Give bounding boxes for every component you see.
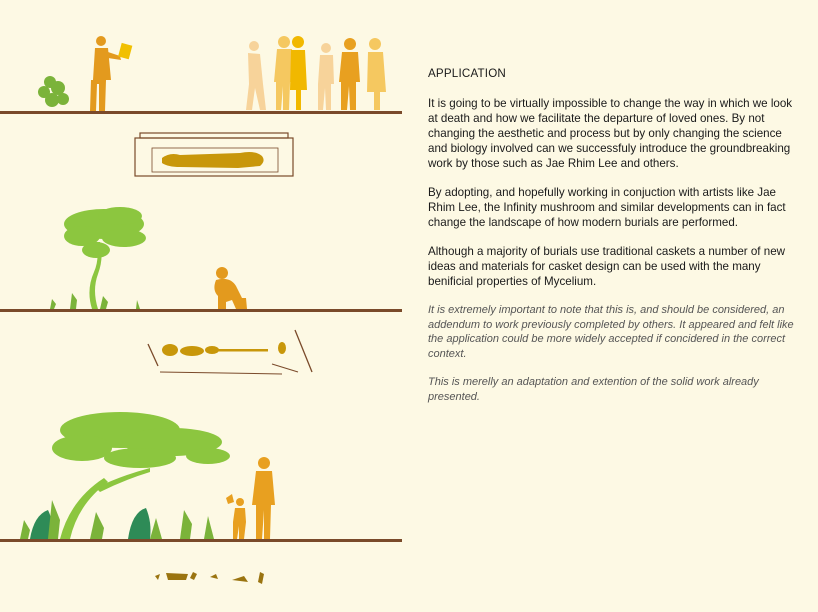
ground-line (0, 111, 402, 114)
kneeling-figure-icon (214, 267, 247, 309)
text-column (428, 66, 800, 418)
casket-icon (135, 133, 293, 176)
growth-scene (0, 412, 402, 542)
body-icon (162, 152, 264, 168)
child-figure-icon (226, 494, 246, 539)
body-paragraph: It is going to be virtually impossible to change the way in which we look at death and how we facilitate the departure of loved ones. By not changing the aesthetic and process but by only changing the science and biology involved can we successfuly introduce the groundbreaking work by those such as Jae Rhim Lee and others. (428, 97, 793, 170)
mourning-scene (0, 207, 402, 312)
young-tree-icon (64, 207, 146, 309)
italic-note: It is extremely important to note that this is, and should be considered, an addendum to work previously completed by others. It appeared and felt like the application could be more widely accepted if concidered in the correct context. (428, 304, 794, 360)
funeral-scene (0, 36, 402, 114)
skeleton-icon (162, 342, 286, 356)
remains-fragments-icon (155, 572, 264, 584)
ground-line (0, 539, 402, 542)
plants-icon (20, 500, 214, 539)
shrub-icon (38, 76, 69, 107)
body-paragraph: By adopting, and hopefully working in conjuction with artists like Jae Rhim Lee, the Infinity mushroom and similar developments can in fact change the landscape of how modern burials are performed. (428, 186, 786, 229)
body-paragraph: Although a majority of burials use traditional caskets a number of new ideas and materials for casket design can be used with the many benificial properties of Mycelium. (428, 245, 786, 288)
mourners-group-icon (246, 36, 386, 110)
adult-figure-icon (252, 457, 275, 539)
skeleton-grave-icon (148, 330, 312, 374)
speaker-figure-icon (90, 36, 132, 111)
italic-note: This is merelly an adaptation and extention of the solid work already presented. (428, 376, 759, 403)
section-heading: APPLICATION (428, 67, 507, 80)
ground-line (0, 309, 402, 312)
